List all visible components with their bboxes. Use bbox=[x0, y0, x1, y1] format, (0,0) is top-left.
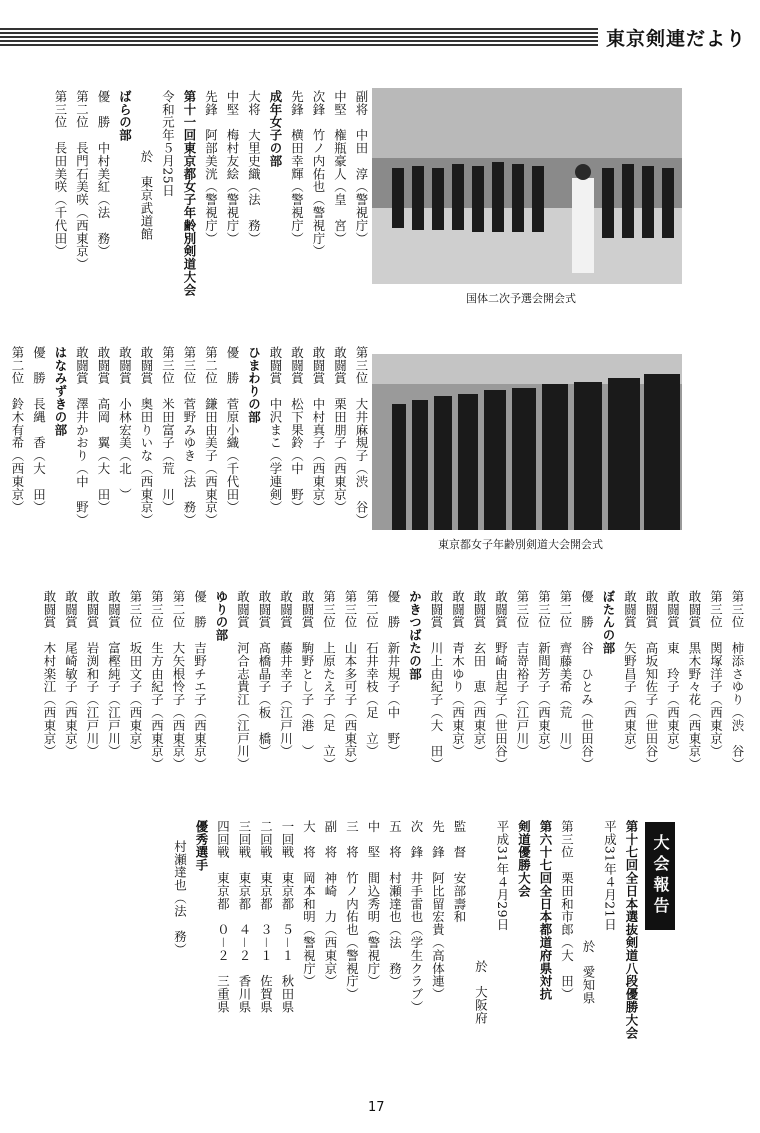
himawari-row-4: 第三位 米田富子（荒 川） bbox=[160, 346, 176, 514]
himawari-row-8: 敢闘賞 澤井かおり（中 野） bbox=[74, 346, 90, 527]
tournament-title: 第十一回東京都女子年齢別剣道大会 bbox=[182, 90, 197, 297]
himawari-top-1: 第三位 大井麻規子（渋 谷） bbox=[354, 346, 369, 527]
tournament-block-lower bbox=[39, 590, 749, 790]
team-extra-4: 先鋒 横田幸輝（警視庁） bbox=[289, 90, 305, 245]
team-extra-3: 次鋒 竹ノ内佑也（警視庁） bbox=[311, 90, 326, 258]
yuri-row-2: 第二位 大矢根怜子（西東京） bbox=[171, 590, 186, 771]
hachidan-venue: 於 愛知県 bbox=[581, 940, 596, 1005]
seijin-row-1: 大将 大里史織（法 務） bbox=[246, 90, 262, 245]
result-4: 四回戦 東京都 ０－２ 三重県 bbox=[215, 820, 231, 1014]
mvp-heading: 優秀選手 bbox=[194, 820, 209, 872]
bara-heading: ばらの部 bbox=[117, 90, 133, 142]
kakitsubata-row-3: 第三位 山本多可子（西東京） bbox=[343, 590, 358, 771]
hanamizuki-row-2: 第二位 鈴木有希（西東京） bbox=[10, 346, 25, 514]
yuri-row-7: 敢闘賞 尾崎敏子（西東京） bbox=[63, 590, 79, 758]
bara-row-2: 第二位 長門石美咲（西東京） bbox=[74, 90, 90, 271]
team-extra-2: 中堅 権瓶豪人（皇 宮） bbox=[332, 90, 348, 245]
masthead-title: 東京剣連だより bbox=[606, 28, 747, 50]
yuri-row-1: 優 勝 吉野チエ子（西東京） bbox=[192, 590, 208, 771]
botan-top-6: 敢闘賞 矢野昌子（西東京） bbox=[622, 590, 638, 758]
bara-row-1: 優 勝 中村美紅（法 務） bbox=[96, 90, 111, 258]
yuri-row-6: 敢闘賞 岩渕和子（江戸川） bbox=[85, 590, 100, 758]
kakitsubata-row-8: 敢闘賞 河合志貴江（江戸川） bbox=[235, 590, 251, 771]
yuri-row-5: 敢闘賞 富樫純子（江戸川） bbox=[106, 590, 122, 758]
himawari-top-4: 敢闘賞 松下果鈴（中 野） bbox=[289, 346, 305, 514]
kakitsubata-row-6: 敢闘賞 藤井幸子（江戸川） bbox=[278, 590, 294, 758]
todofuken-title-1: 第六十七回全日本都道府県対抗 bbox=[538, 820, 553, 1001]
himawari-row-6: 敢闘賞 小林宏美（北 ） bbox=[117, 346, 133, 501]
yuri-heading: ゆりの部 bbox=[214, 590, 229, 642]
himawari-top-2: 敢闘賞 栗田朋子（西東京） bbox=[332, 346, 348, 514]
kakitsubata-row-7: 敢闘賞 髙橋晶子（板 橋） bbox=[257, 590, 272, 758]
botan-row-6: 敢闘賞 玄田 恵（西東京） bbox=[472, 590, 487, 758]
tournament-venue: 於 東京武道館 bbox=[139, 150, 154, 241]
team-extra-1: 副将 中田 淳（警視庁） bbox=[354, 90, 369, 245]
botan-row-8: 敢闘賞 川上由紀子（大 田） bbox=[429, 590, 444, 771]
himawari-row-3: 第三位 菅野みゆき（法 務） bbox=[182, 346, 197, 527]
himawari-row-1: 優 勝 菅原小織（千代田） bbox=[225, 346, 240, 514]
member-8: 大 将 岡本和明（警視庁） bbox=[301, 820, 317, 988]
botan-top-4: 敢闘賞 東 玲子（西東京） bbox=[665, 590, 681, 758]
hanamizuki-heading: はなみずきの部 bbox=[53, 346, 68, 437]
member-1: 監 督 安部壽和 bbox=[452, 820, 467, 924]
photo-women-illustration bbox=[372, 354, 682, 530]
himawari-heading: ひまわりの部 bbox=[246, 346, 262, 424]
botan-row-2: 第二位 齊藤美希（荒 川） bbox=[558, 590, 573, 758]
todofuken-venue: 於 大阪府 bbox=[473, 960, 489, 1025]
todofuken-date: 平成31年４月29日 bbox=[495, 820, 510, 931]
kakitsubata-row-5: 敢闘賞 駒野とし子（港 ） bbox=[300, 590, 315, 758]
result-1: 一回戦 東京都 ５－１ 秋田県 bbox=[280, 820, 295, 1014]
botan-row-1: 優 勝 谷 ひとみ（世田谷） bbox=[579, 590, 595, 771]
member-3: 次 鋒 井手雷也（学生クラブ） bbox=[409, 820, 424, 1014]
yuri-row-3: 第三位 生方由紀子（西東京） bbox=[149, 590, 165, 771]
himawari-top-5: 敢闘賞 中沢まこ（学連剣） bbox=[268, 346, 283, 514]
tournament-block-middle bbox=[7, 346, 373, 546]
member-5: 中 堅 間込秀明（警視庁） bbox=[366, 820, 381, 988]
hanamizuki-row-1: 優 勝 長縄 香（大 田） bbox=[31, 346, 47, 514]
himawari-row-2: 第二位 鎌田由美子（西東京） bbox=[203, 346, 219, 527]
photo-women-opening bbox=[372, 354, 682, 530]
himawari-row-7: 敢闘賞 高岡 翼（大 田） bbox=[96, 346, 111, 514]
bara-row-3: 第三位 長田美咲（千代田） bbox=[53, 90, 68, 258]
kakitsubata-row-1: 優 勝 新井規子（中 野） bbox=[386, 590, 401, 758]
himawari-row-5: 敢闘賞 奥田りいな（西東京） bbox=[139, 346, 154, 527]
botan-top-1: 第三位 柿添さゆり（渋 谷） bbox=[730, 590, 745, 771]
result-2: 二回戦 東京都 ３－１ 佐賀県 bbox=[258, 820, 274, 1014]
tournament-date: 令和元年５月25日 bbox=[160, 90, 176, 198]
botan-top-2: 第三位 関塚洋子（西東京） bbox=[708, 590, 724, 758]
himawari-top-3: 敢闘賞 中村真子（西東京） bbox=[311, 346, 326, 514]
kakitsubata-row-2: 第二位 石井幸枝（足 立） bbox=[364, 590, 380, 758]
page-number: 17 bbox=[368, 1100, 385, 1115]
hachidan-title: 第十七回全日本選抜剣道八段優勝大会 bbox=[624, 820, 639, 1040]
result-3: 三回戦 東京都 ４－２ 香川県 bbox=[237, 820, 252, 1014]
member-4: 五 将 村瀬達也（法 務） bbox=[387, 820, 403, 988]
tournament-block-top bbox=[50, 90, 373, 300]
photo-kokutai-illustration bbox=[372, 88, 682, 284]
member-2: 先 鋒 阿比留宏貴（高体連） bbox=[430, 820, 446, 1001]
report-block bbox=[169, 820, 642, 1060]
botan-heading: ぼたんの部 bbox=[601, 590, 616, 655]
report-badge: 大会報告 bbox=[645, 822, 675, 930]
botan-top-5: 敢闘賞 高坂知佐子（世田谷） bbox=[644, 590, 659, 771]
botan-row-7: 敢闘賞 青木ゆり（西東京） bbox=[450, 590, 466, 758]
seijin-heading: 成年女子の部 bbox=[268, 90, 283, 168]
seijin-row-2: 中堅 梅村友絵（警視庁） bbox=[225, 90, 240, 245]
botan-row-5: 敢闘賞 野崎由起子（世田谷） bbox=[493, 590, 509, 771]
kakitsubata-row-4: 第三位 上原たえ子（足 立） bbox=[321, 590, 337, 771]
photo-kokutai-opening bbox=[372, 88, 682, 284]
todofuken-title-2: 剣道優勝大会 bbox=[516, 820, 532, 898]
member-7: 副 将 神崎 力（西東京） bbox=[323, 820, 338, 988]
botan-top-3: 敢闘賞 黒木野々花（西東京） bbox=[687, 590, 702, 771]
member-6: 三 将 竹ノ内佑也（警視庁） bbox=[344, 820, 360, 1001]
yuri-row-4: 第三位 坂田文子（西東京） bbox=[128, 590, 143, 758]
header-stripes bbox=[0, 28, 598, 48]
yuri-row-8: 敢闘賞 木村楽江（西東京） bbox=[42, 590, 57, 758]
botan-row-3: 第三位 新間芳子（西東京） bbox=[536, 590, 552, 758]
seijin-row-3: 先鋒 阿部美洸（警視庁） bbox=[203, 90, 219, 245]
hachidan-date: 平成31年４月21日 bbox=[602, 820, 618, 931]
kakitsubata-heading: かきつばたの部 bbox=[407, 590, 423, 681]
photo-kokutai-caption: 国体二次予選会開会式 bbox=[466, 292, 576, 305]
hachidan-row-1: 第三位 栗田和市郎（大 田） bbox=[559, 820, 575, 1001]
photo-women-caption: 東京都女子年齢別剣道大会開会式 bbox=[438, 538, 603, 551]
mvp-name: 村瀬達也（法 務） bbox=[172, 840, 188, 957]
botan-row-4: 第三位 吉嵜裕子（江戸川） bbox=[515, 590, 530, 758]
